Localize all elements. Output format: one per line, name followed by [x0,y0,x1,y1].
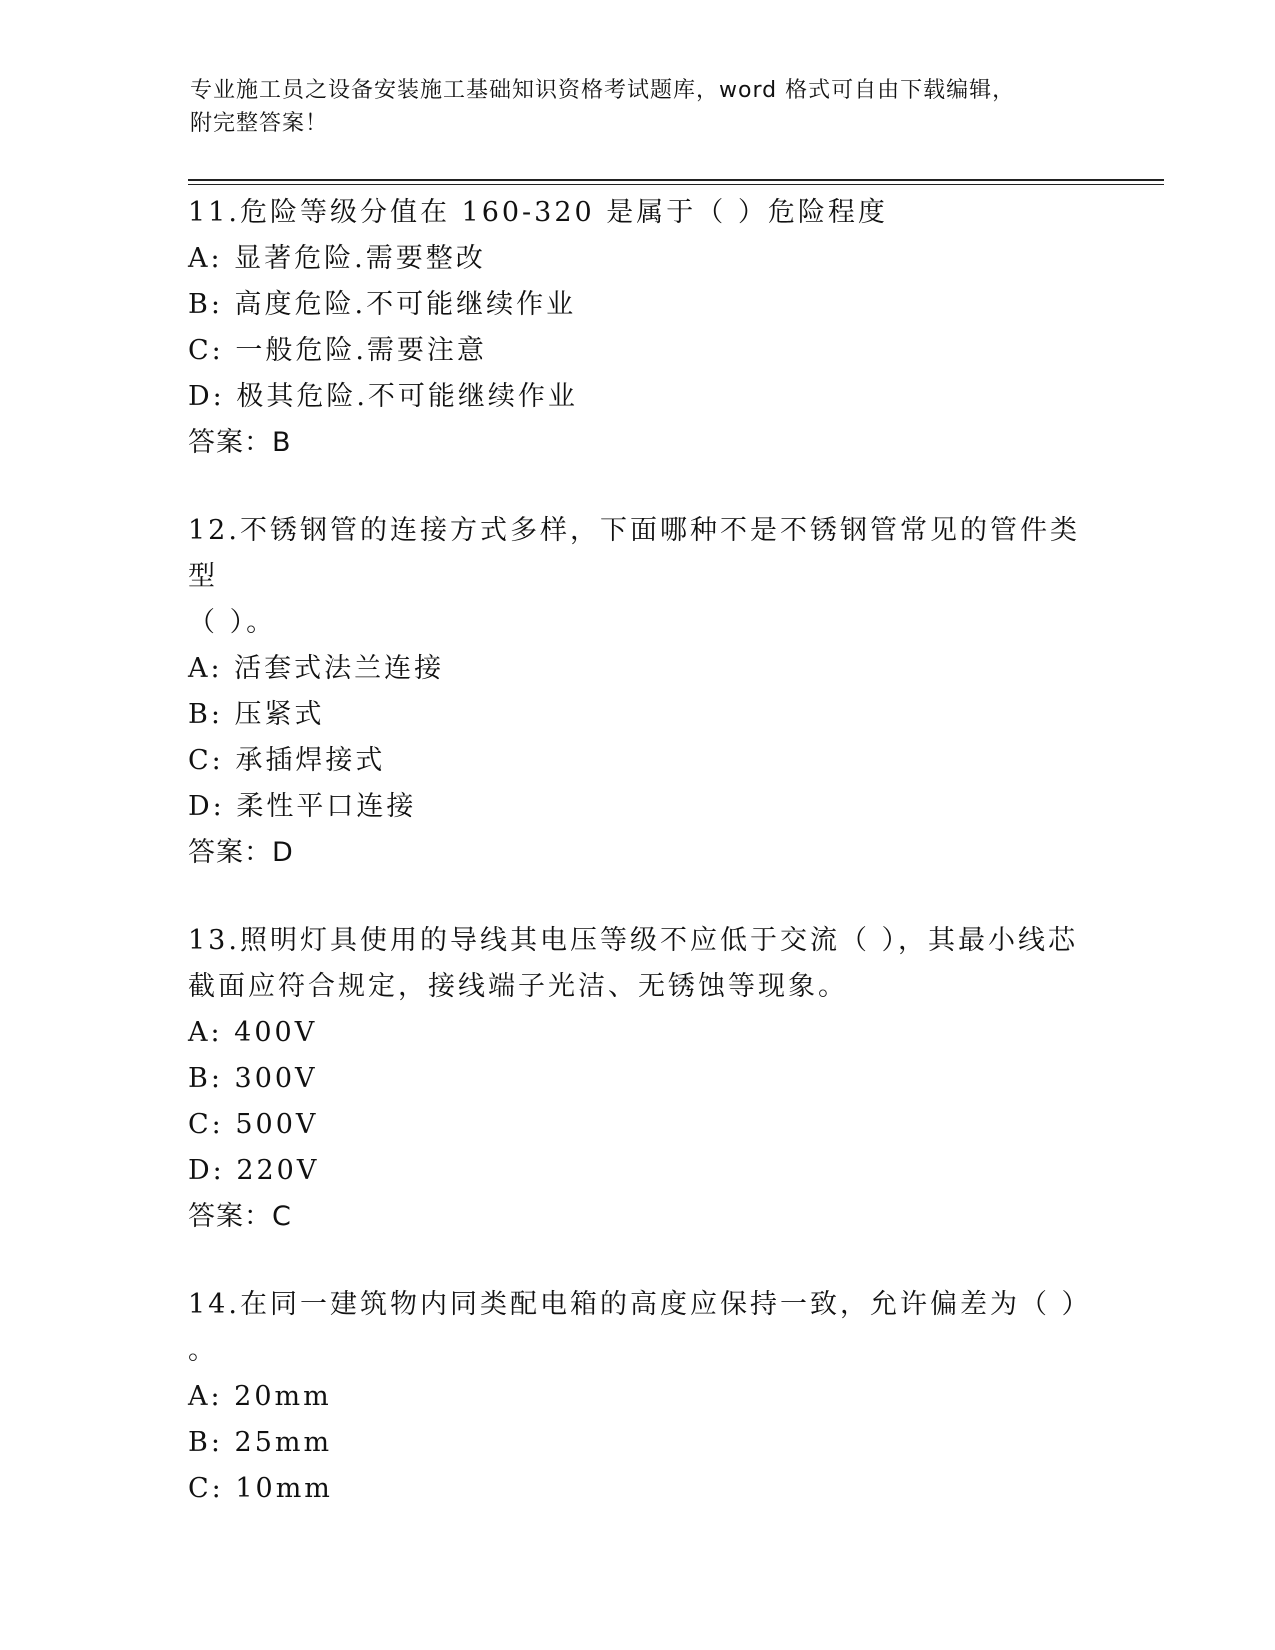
question-text: 14.在同一建筑物内同类配电箱的高度应保持一致，允许偏差为（ ） [188,1289,1092,1320]
question-text: 13.照明灯具使用的导线其电压等级不应低于交流（ ），其最小线芯 [188,925,1079,956]
option-c: C: 一般危险.需要注意 [188,335,487,366]
answer-line: 答案：D [188,837,294,868]
answer-line: 答案：B [188,427,292,458]
option-b: B: 高度危险.不可能继续作业 [188,289,577,320]
question-text-continued: 截面应符合规定，接线端子光洁、无锈蚀等现象。 [188,971,848,1002]
question-gap [188,1240,1088,1282]
option-d: D: 极其危险.不可能继续作业 [188,381,578,412]
question-14 [188,1282,1092,1512]
option-c: C: 承插焊接式 [188,745,386,776]
question-text-continued: （ ）。 [188,607,277,638]
question-text: 12.不锈钢管的连接方式多样，下面哪种不是不锈钢管常见的管件类型 [188,515,1080,592]
option-a: A: 活套式法兰连接 [188,653,445,684]
option-b: B: 压紧式 [188,699,325,730]
answer-line: 答案：C [188,1201,292,1232]
question-12 [188,508,1088,876]
question-gap [188,876,1088,918]
header-divider-thick [188,179,1164,181]
option-a: A: 显著危险.需要整改 [188,243,486,274]
question-gap [188,466,1088,508]
header-line-1: 专业施工员之设备安装施工基础知识资格考试题库，word 格式可自由下载编辑， [190,78,1016,103]
option-c: C: 500V [188,1109,319,1140]
question-11 [188,190,1088,466]
header-divider-thin [188,184,1164,185]
option-d: D: 220V [188,1155,320,1186]
header-line-2: 附完整答案！ [190,111,329,136]
question-text: 11.危险等级分值在 160-320 是属于（ ）危险程度 [188,197,888,228]
question-list [188,190,1092,1512]
option-b: B: 300V [188,1063,318,1094]
document-header [190,74,1090,140]
question-13 [188,918,1088,1240]
option-a: A: 400V [188,1017,318,1048]
option-b: B: 25mm [188,1427,333,1458]
option-d: D: 柔性平口连接 [188,791,417,822]
question-text-continued: 。 [188,1335,218,1366]
option-a: A: 20mm [188,1381,332,1412]
option-c: C: 10mm [188,1473,333,1504]
